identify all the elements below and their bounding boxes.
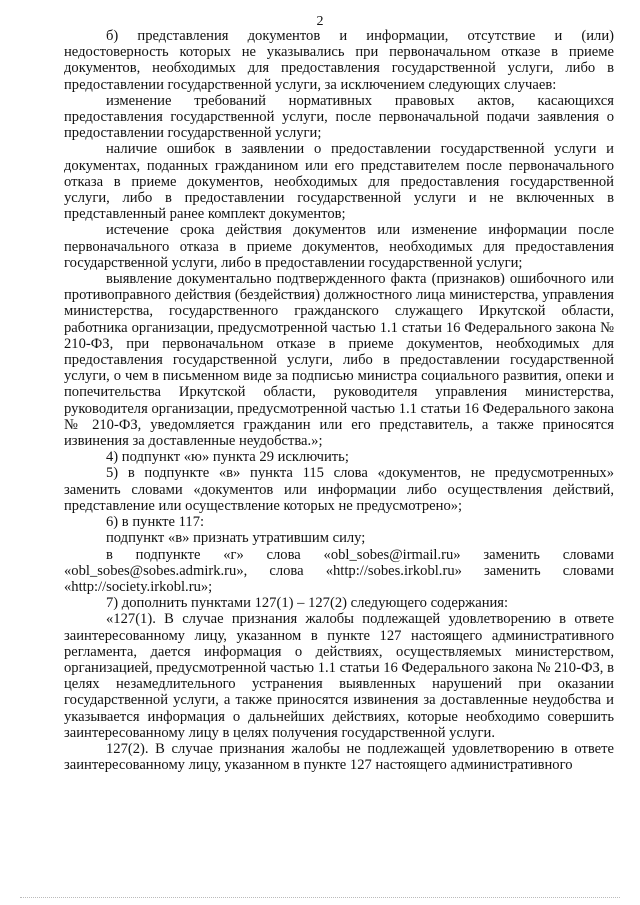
page-number: 2 [316, 14, 324, 29]
footer-divider [20, 897, 620, 899]
document-body [64, 28, 614, 773]
paragraph: выявление документально подтвержденного факта (признаков) ошибочного или противоправного действия (бездействия) должностного лица министерства, управления министерства, государственного гражданского служащего Иркутской области, работника организации, предусмотренной частью 1.1 статьи 16 Федерального закона № 210-ФЗ, при первоначальном отказе в приеме документов, необходимых для предоставления государственной услуги, либо в предоставлении государственной услуги, о чем в письменном виде за подписью министра социального развития, опеки и попечительства Иркутской области, руководителя управления министерства, руководителя организации, предусмотренной частью 1.1 статьи 16 Федерального закона № 210-ФЗ, уведомляется гражданин или его представитель, а также приносятся извинения за доставленные неудобства.»; [64, 271, 614, 450]
paragraph: 7) дополнить пунктами 127(1) – 127(2) следующего содержания: [106, 595, 509, 612]
paragraph: наличие ошибок в заявлении о предоставлении государственной услуги и документах, поданных гражданином или его представителем после первоначального отказа в приеме документов, необходимых для предоставления государственной услуги, либо в предоставлении государственной услуги и не включенных в представленный ранее комплект документов; [64, 141, 614, 223]
paragraph: б) представления документов и информации, отсутствие и (или) недостоверность которых не указывались при первоначальном отказе в приеме документов, необходимых для предоставления государственной услуги, либо в предоставлении государственной услуги, за исключением следующих случаев: [64, 28, 614, 93]
paragraph: изменение требований нормативных правовых актов, касающихся предоставления государственной услуги, после первоначальной подачи заявления о предоставлении государственной услуги; [64, 92, 614, 142]
paragraph: 6) в пункте 117: [106, 514, 205, 531]
paragraph: 5) в подпункте «в» пункта 115 слова «документов, не предусмотренных» заменить словами «документов или информации либо осуществления действий, представление или осуществление которых не предусмотрено»; [64, 465, 614, 514]
paragraph: 127(2). В случае признания жалобы не подлежащей удовлетворению в ответе заинтересованному лицу, указанном в пункте 127 настоящего административного [64, 740, 614, 774]
paragraph: в подпункте «г» слова «obl_sobes@irmail.ru» заменить словами «obl_sobes@sobes.admirk.ru», слова «http://sobes.irkobl.ru» заменить словами «http://society.irkobl.ru»; [64, 546, 614, 595]
paragraph: истечение срока действия документов или изменение информации после первоначального отказа в приеме документов, необходимых для предоставления государственной услуги, либо в предоставлении государственной услуги; [64, 222, 614, 271]
paragraph: 4) подпункт «ю» пункта 29 исключить; [106, 449, 349, 466]
paragraph: подпункт «в» признать утратившим силу; [106, 530, 366, 547]
paragraph: «127(1). В случае признания жалобы подлежащей удовлетворению в ответе заинтересованному лицу, указанном в пункте 127 настоящего административного регламента, дается информация о действиях, осуществляемых министерством, организацией, предусмотренной частью 1.1 статьи 16 Федерального закона № 210-ФЗ, в целях незамедлительного устранения выявленных нарушений при оказании государственной услуги, а также приносятся извинения за доставленные неудобства и указывается информация о дальнейших действиях, которые необходимо совершить заинтересованному лицу в целях получения государственной услуги. [64, 611, 614, 741]
